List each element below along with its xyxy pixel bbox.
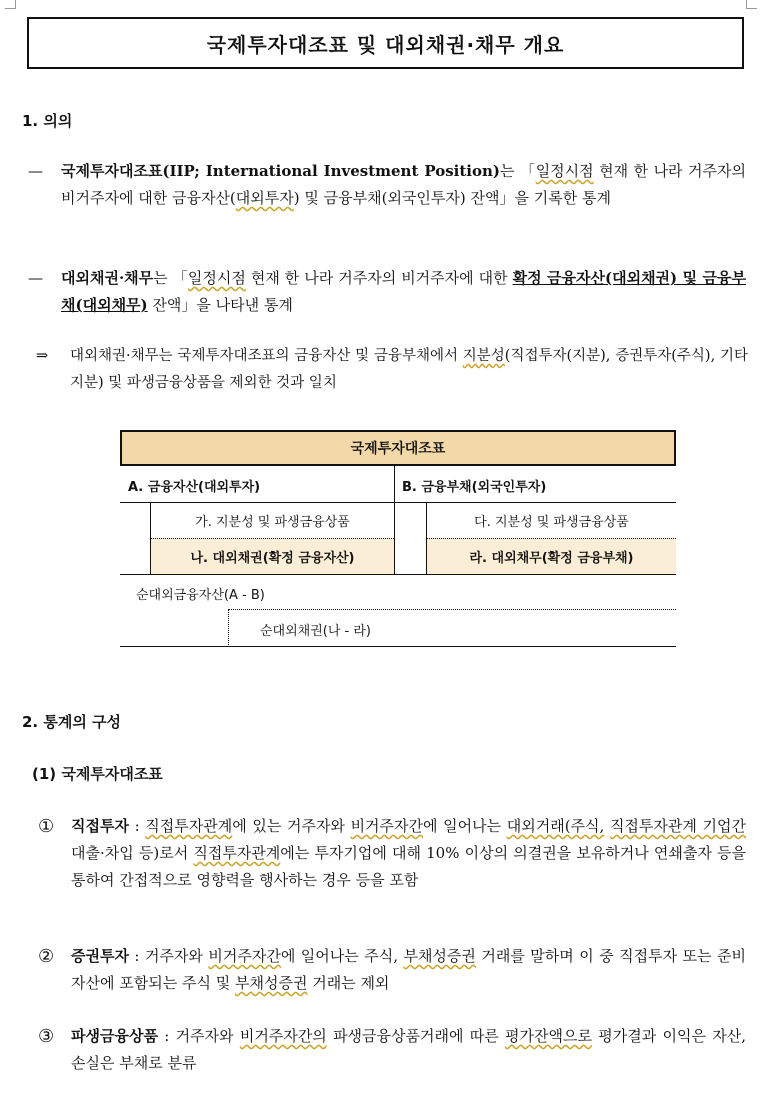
circled-number: ① (38, 816, 55, 837)
underlined-term: 확정 금융자산(대외채권) 및 금융부채(대외채무) (61, 269, 746, 314)
text: 거래를 말하며 이 중 직접투자 또는 준비자산에 포함되는 주식 및 (71, 947, 747, 992)
spellcheck-word: 직접투자관계 기업간 (609, 817, 746, 835)
dash-bullet: — (28, 269, 43, 287)
term-derivatives: 파생금융상품 (71, 1027, 158, 1045)
text: 현재 한 나라 거주자의 비거주자에 대한 (245, 269, 513, 287)
spellcheck-word: 평가잔액으로 (505, 1027, 592, 1045)
term-external-debt: 대외채권·채무 (61, 269, 154, 287)
spellcheck-word: 대외투자 (235, 189, 294, 207)
net-assets-label: 순대외금융자산(A - B) (136, 588, 265, 603)
spellcheck-word: 지분성 (462, 348, 505, 364)
page-corner-mark (5, 0, 16, 9)
box-ga: 가. 지분성 및 파생금융상품 (150, 502, 394, 538)
text: 에는 투자기업에 대해 10% 이상의 의결권을 보유하거나 연쇄출자 등을 통하여 간접적으로 영향력을 행사하는 경우 등을 포함 (71, 844, 747, 889)
term-portfolio-investment: 증권투자 (71, 947, 129, 965)
text: 평가결과 이익은 자산, 손실은 부채로 분류 (71, 1027, 747, 1072)
divider (394, 466, 395, 574)
paragraph-consistency (36, 343, 748, 397)
divider (120, 646, 676, 647)
item-derivatives (38, 1023, 746, 1077)
text: 파생금융상품거래에 따른 (326, 1027, 506, 1045)
spellcheck-word: 일정시점 (535, 162, 594, 180)
text: : 거주자와 (128, 947, 209, 965)
text: 는 「 (500, 162, 536, 180)
text: 거래는 제외 (307, 974, 390, 992)
spellcheck-word: 직접투자관계 (145, 817, 233, 835)
paragraph-external-debt (28, 265, 746, 319)
text: 는 「 (153, 269, 188, 287)
paragraph-iip (28, 158, 746, 212)
spellcheck-word: 직접투자관계 (193, 844, 281, 862)
dotted-divider (228, 609, 676, 610)
spellcheck-word: 부채성증권 (234, 974, 308, 992)
spellcheck-word: 비거주자간의 (239, 1027, 327, 1045)
box-ra: 라. 대외채무(확정 금융부채) (426, 538, 676, 574)
liabilities-label: B. 금융부채(외국인투자) (402, 480, 547, 495)
page-corner-mark (746, 0, 757, 9)
divider (120, 574, 676, 575)
term-iip: 국제투자대조표(IIP; International Investment Position) (61, 162, 500, 180)
section-heading: 2. 통계의 구성 (22, 713, 122, 731)
circled-number: ② (38, 946, 55, 967)
term-direct-investment: 직접투자 (71, 817, 129, 835)
text: (직접투자(지분), 증권투자(주식), 기타지분) 및 파생금융상품을 제외한 것과 일치 (70, 348, 748, 391)
assets-label: A. 금융자산(대외투자) (128, 480, 261, 495)
text: 대외채권·채무는 국제투자대조표의 금융자산 및 금융부채에서 (70, 348, 463, 364)
text: 현재 한 나라 거주자의 비거주자에 대한 금융자산( (61, 162, 746, 207)
arrow-icon: ⇒ (36, 348, 49, 364)
spellcheck-word: 비거주자간 (208, 947, 281, 965)
dotted-divider (228, 609, 229, 647)
spellcheck-word: 대외거래(주식, (506, 817, 605, 835)
dash-bullet: — (28, 162, 43, 180)
spellcheck-word: 부채성증권 (403, 947, 476, 965)
text: 대출·차입 등)로서 (71, 844, 194, 862)
text: : 거주자와 (157, 1027, 240, 1045)
text: : (128, 817, 146, 835)
spellcheck-word: 비거주자간 (350, 817, 424, 835)
item-direct-investment (38, 813, 746, 894)
text: 에 일어나는 (423, 817, 507, 835)
page-title: 국제투자대조표 및 대외채권·채무 개요 (27, 17, 744, 69)
circled-number: ③ (38, 1026, 55, 1047)
text: 에 있는 거주자와 (232, 817, 351, 835)
text: 에 일어나는 주식, (280, 947, 404, 965)
box-da: 다. 지분성 및 파생금융상품 (426, 502, 676, 538)
iip-diagram (120, 430, 676, 648)
subsection-heading: (1) 국제투자대조표 (32, 765, 163, 783)
item-portfolio-investment (38, 943, 746, 997)
spellcheck-word: 일정시점 (187, 269, 246, 287)
net-claims-label: 순대외채권(나 - 라) (260, 624, 372, 639)
text: ) 및 금융부채(외국인투자) 잔액」을 기록한 통계 (293, 189, 611, 207)
box-na: 나. 대외채권(확정 금융자산) (150, 538, 394, 574)
diagram-header: 국제투자대조표 (120, 430, 676, 466)
text: 잔액」을 나타낸 통계 (147, 296, 293, 314)
section-heading: 1. 의의 (22, 112, 73, 130)
